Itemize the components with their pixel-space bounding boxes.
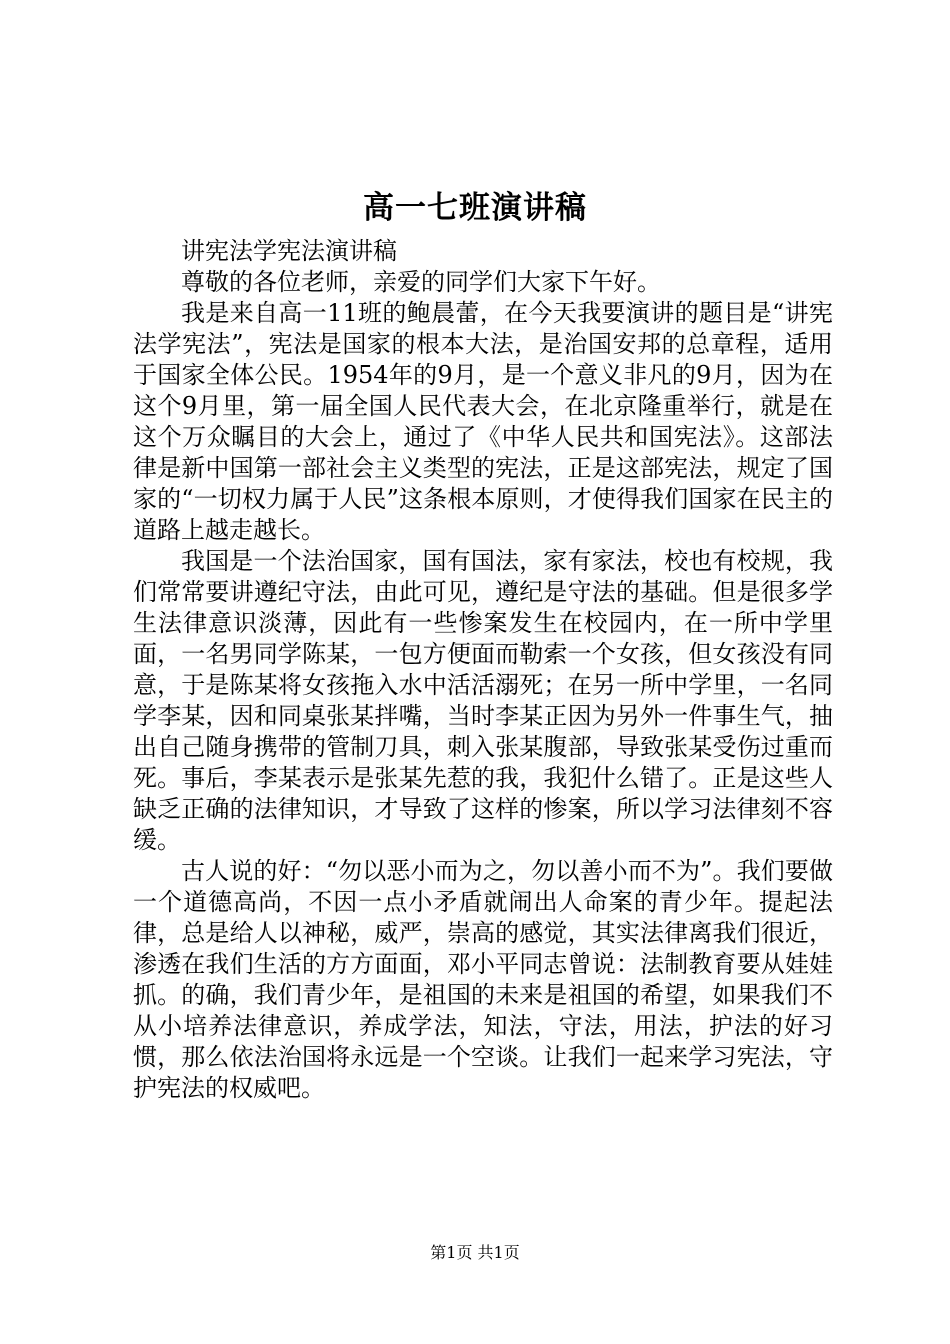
paragraph-subtitle: 讲宪法学宪法演讲稿 [181, 237, 397, 265]
paragraph-body-1: 我是来自高一11班的鲍晨蕾，在今天我要演讲的题目是“讲宪法学宪法”，宪法是国家的根本大法，是治国安邦的总章程，适用于国家全体公民。1954年的9月，是一个意义非凡的9月，因为在这个9月里，第一届全国人民代表大会，在北京隆重举行，就是在这个万众瞩目的大会上，通过了《中华人民共和国宪法》。这部法律是新中国第一部社会主义类型的宪法，正是这部宪法，规定了国家的“一切权力属于人民”这条根本原则，才使得我们国家在民主的道路上越走越长。 [133, 299, 833, 544]
document-body [133, 236, 833, 1104]
paragraph-greeting: 尊敬的各位老师，亲爱的同学们大家下午好。 [181, 268, 661, 296]
paragraph-body-2: 我国是一个法治国家，国有国法，家有家法，校也有校规，我们常常要讲遵纪守法，由此可见，遵纪是守法的基础。但是很多学生法律意识淡薄，因此有一些惨案发生在校园内，在一所中学里面，一名男同学陈某，一包方便面而勒索一个女孩，但女孩没有同意，于是陈某将女孩拖入水中活活溺死；在另一所中学里，一名同学李某，因和同桌张某拌嘴，当时李某正因为另外一件事生气，抽出自己随身携带的管制刀具，刺入张某腹部，导致张某受伤过重而死。事后，李某表示是张某先惹的我，我犯什么错了。正是这些人缺乏正确的法律知识，才导致了这样的惨案，所以学习法律刻不容缓。 [133, 547, 833, 854]
document-title: 高一七班演讲稿 [363, 190, 587, 226]
paragraph-body-3: 古人说的好：“勿以恶小而为之，勿以善小而不为”。我们要做一个道德高尚，不因一点小矛盾就闹出人命案的青少年。提起法律，总是给人以神秘，威严，崇高的感觉，其实法律离我们很近，渗透在我们生活的方方面面，邓小平同志曾说：法制教育要从娃娃抓。的确，我们青少年，是祖国的未来是祖国的希望，如果我们不从小培养法律意识，养成学法，知法，守法，用法，护法的好习惯，那么依法治国将永远是一个空谈。让我们一起来学习宪法，守护宪法的权威吧。 [133, 857, 833, 1102]
page-number-footer: 第1页 共1页 [430, 1243, 520, 1262]
